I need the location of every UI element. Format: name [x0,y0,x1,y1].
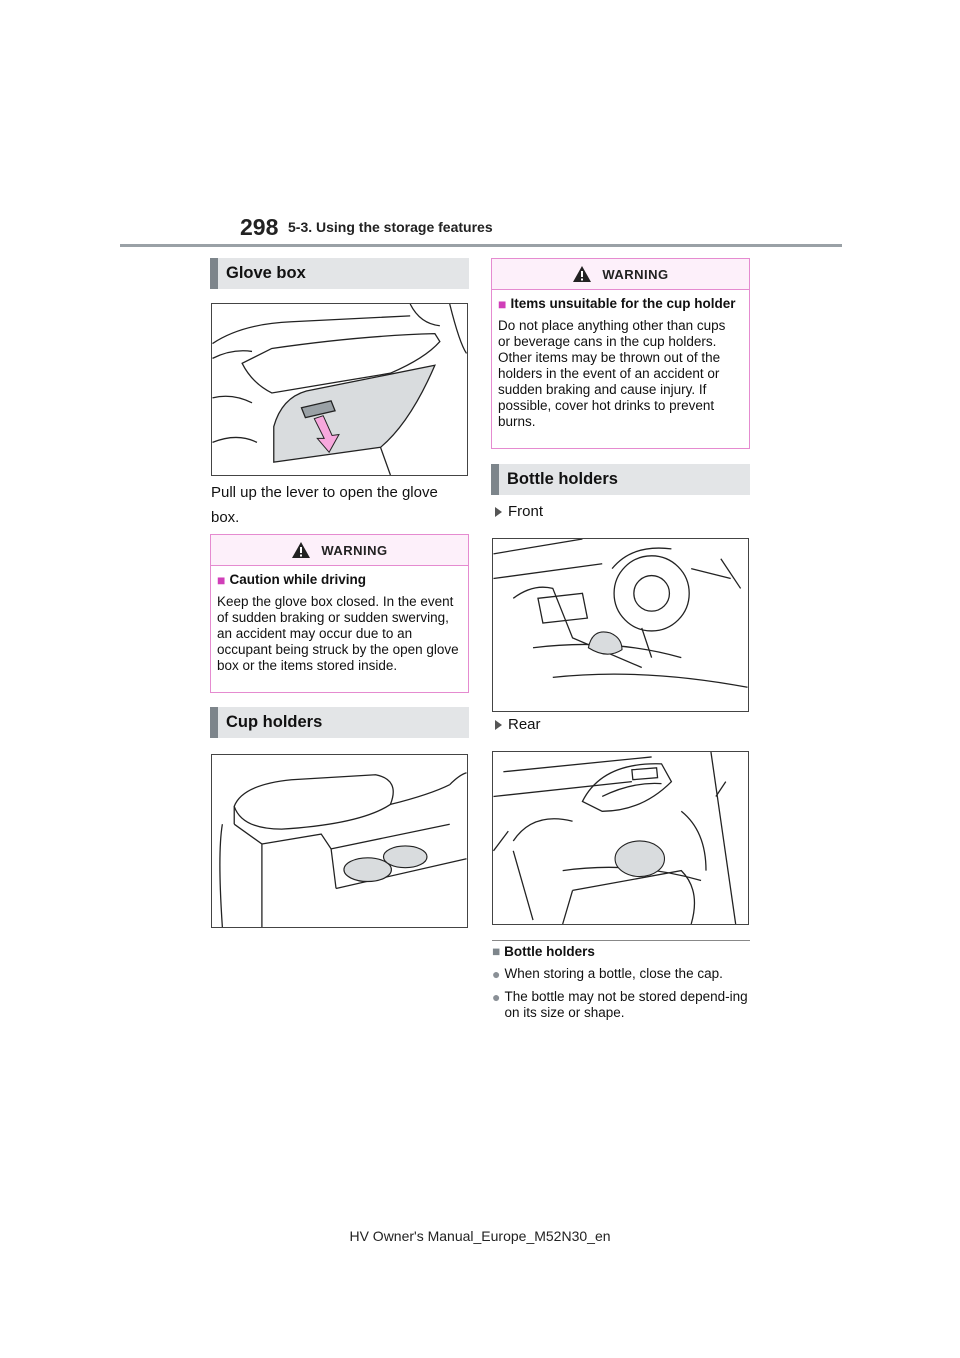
glove-box-caption: Pull up the lever to open the glove box. [211,484,438,526]
cup-holders-heading [210,707,469,738]
rear-bottle-holder-drawing [493,752,748,924]
warning-subtitle [217,572,460,588]
glove-box-illustration [211,303,468,476]
square-bullet-icon: ■ [217,572,226,588]
page-number: 298 [240,214,279,240]
footer-text: HV Owner's Manual_Europe_M52N30_en [349,1228,611,1244]
warning-label: WARNING [321,542,388,558]
header-divider [120,244,842,247]
circle-bullet-icon: ● [492,966,501,982]
note-title [492,944,750,959]
warning-subtitle-text: Caution while driving [229,572,366,587]
glove-box-heading-text: Glove box [226,264,306,282]
cup-holder-warning [491,258,750,449]
note-divider [492,940,750,941]
rear-bottle-holder-illustration [492,751,749,925]
warning-icon [291,541,311,559]
bottle-holders-note [492,944,750,1021]
arrow-bullet-icon [495,720,502,730]
glove-box-drawing [212,304,467,475]
rear-label [495,716,541,733]
rear-label-text: Rear [508,716,541,733]
bottle-holders-heading [491,464,750,495]
cup-holders-heading-text: Cup holders [226,713,323,731]
square-bullet-icon: ■ [492,944,501,959]
bottle-holders-heading-text: Bottle holders [507,470,618,488]
warning-text: Keep the glove box closed. In the event of sudden braking or sudden swerving, an accident may occur due to an occupant being struck by the open glove box or the items stored inside. [217,594,459,673]
note-title-text: Bottle holders [504,944,595,959]
warning-text: Do not place anything other than cups or beverage cans in the cup holders. Other items may be thrown out of the holders in the event of an accident or sudden braking and cause injury. If possible, cover hot drinks to prevent burns. [498,318,726,429]
front-bottle-holder-drawing [493,539,748,711]
square-bullet-icon: ■ [498,296,507,312]
front-label [495,503,543,520]
note-bullet [492,966,750,982]
glove-box-warning [210,534,469,693]
arrow-bullet-icon [495,507,502,517]
front-label-text: Front [508,503,544,520]
note-bullet-text: When storing a bottle, close the cap. [504,966,723,981]
warning-header [492,259,749,290]
note-bullet [492,989,750,1021]
warning-subtitle-text: Items unsuitable for the cup holder [510,296,736,311]
glove-box-heading [210,258,469,289]
warning-icon [572,265,592,283]
cup-holders-drawing [212,755,467,927]
section-title: 5-3. Using the storage features [288,219,493,235]
front-bottle-holder-illustration [492,538,749,712]
note-bullet-text: The bottle may not be stored depend-ing on its size or shape. [504,989,748,1020]
warning-subtitle [498,296,741,312]
warning-label: WARNING [602,266,669,282]
circle-bullet-icon: ● [492,989,501,1005]
warning-header [211,535,468,566]
cup-holders-illustration [211,754,468,928]
